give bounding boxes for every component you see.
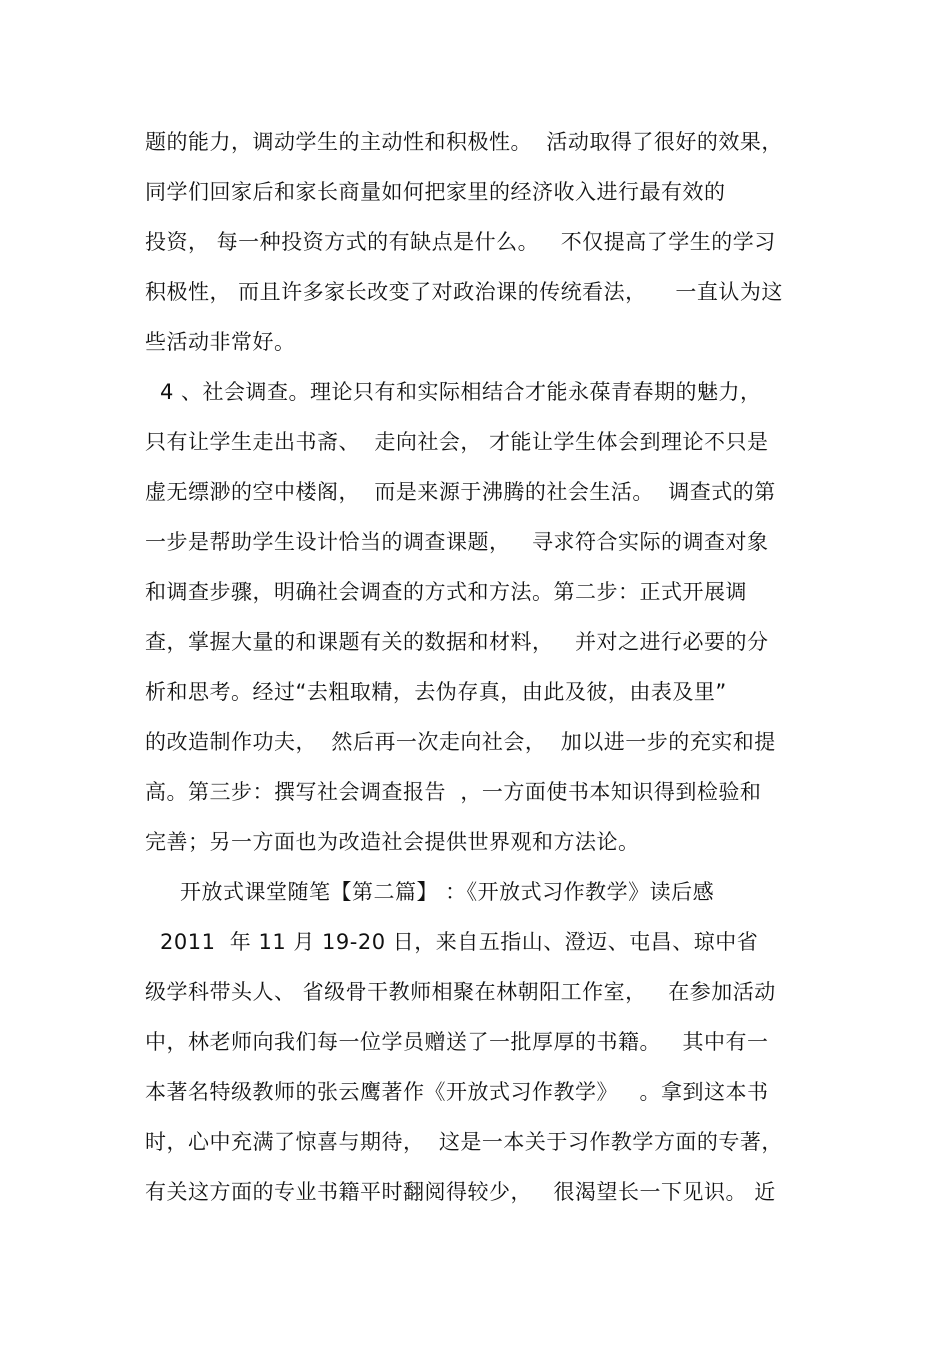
text-line: 题的能力，调动学生的主动性和积极性。 活动取得了很好的效果，: [145, 130, 783, 154]
text-line: 和调查步骤，明确社会调查的方式和方法。第二步：正式开展调: [145, 580, 747, 604]
text-line: 查，掌握大量的和课题有关的数据和材料， 并对之进行必要的分: [145, 630, 769, 654]
text-line: 有关这方面的专业书籍平时翻阅得较少， 很渴望长一下见识。 近: [145, 1180, 776, 1204]
text-line: 析和思考。经过“去粗取精，去伪存真，由此及彼，由表及里”: [145, 680, 727, 704]
text-line: 时，心中充满了惊喜与期待， 这是一本关于习作教学方面的专著，: [145, 1130, 783, 1154]
text-line: 的改造制作功夫， 然后再一次走向社会， 加以进一步的充实和提: [145, 730, 776, 754]
text-line: 虚无缥渺的空中楼阁， 而是来源于沸腾的社会生活。 调查式的第: [145, 480, 776, 504]
text-line: 本著名特级教师的张云鹰著作《开放式习作教学》 。拿到这本书: [145, 1080, 769, 1104]
text-line: 高。第三步：撰写社会调查报告 ，一方面使书本知识得到检验和: [145, 780, 762, 804]
text-line: 4 、社会调查。理论只有和实际相结合才能永葆青春期的魅力，: [160, 380, 762, 404]
text-line: 中，林老师向我们每一位学员赠送了一批厚厚的书籍。 其中有一: [145, 1030, 769, 1054]
text-line: 级学科带头人、 省级骨干教师相聚在林朝阳工作室， 在参加活动: [145, 980, 776, 1004]
text-line: 投资， 每一种投资方式的有缺点是什么。 不仅提高了学生的学习: [145, 230, 776, 254]
section-heading: 开放式课堂随笔【第二篇】 ：《开放式习作教学》读后感: [180, 880, 715, 904]
text-line: 积极性， 而且许多家长改变了对政治课的传统看法， 一直认为这: [145, 280, 783, 304]
text-line: 2011 年 11 月 19-20 日，来自五指山、澄迈、屯昌、琼中省: [160, 930, 759, 954]
text-line: 同学们回家后和家长商量如何把家里的经济收入进行最有效的: [145, 180, 726, 204]
text-line: 只有让学生走出书斋、 走向社会， 才能让学生体会到理论不只是: [145, 430, 769, 454]
text-line: 完善；另一方面也为改造社会提供世界观和方法论。: [145, 830, 640, 854]
text-line: 些活动非常好。: [145, 330, 296, 354]
text-line: 一步是帮助学生设计恰当的调查课题， 寻求符合实际的调查对象: [145, 530, 769, 554]
